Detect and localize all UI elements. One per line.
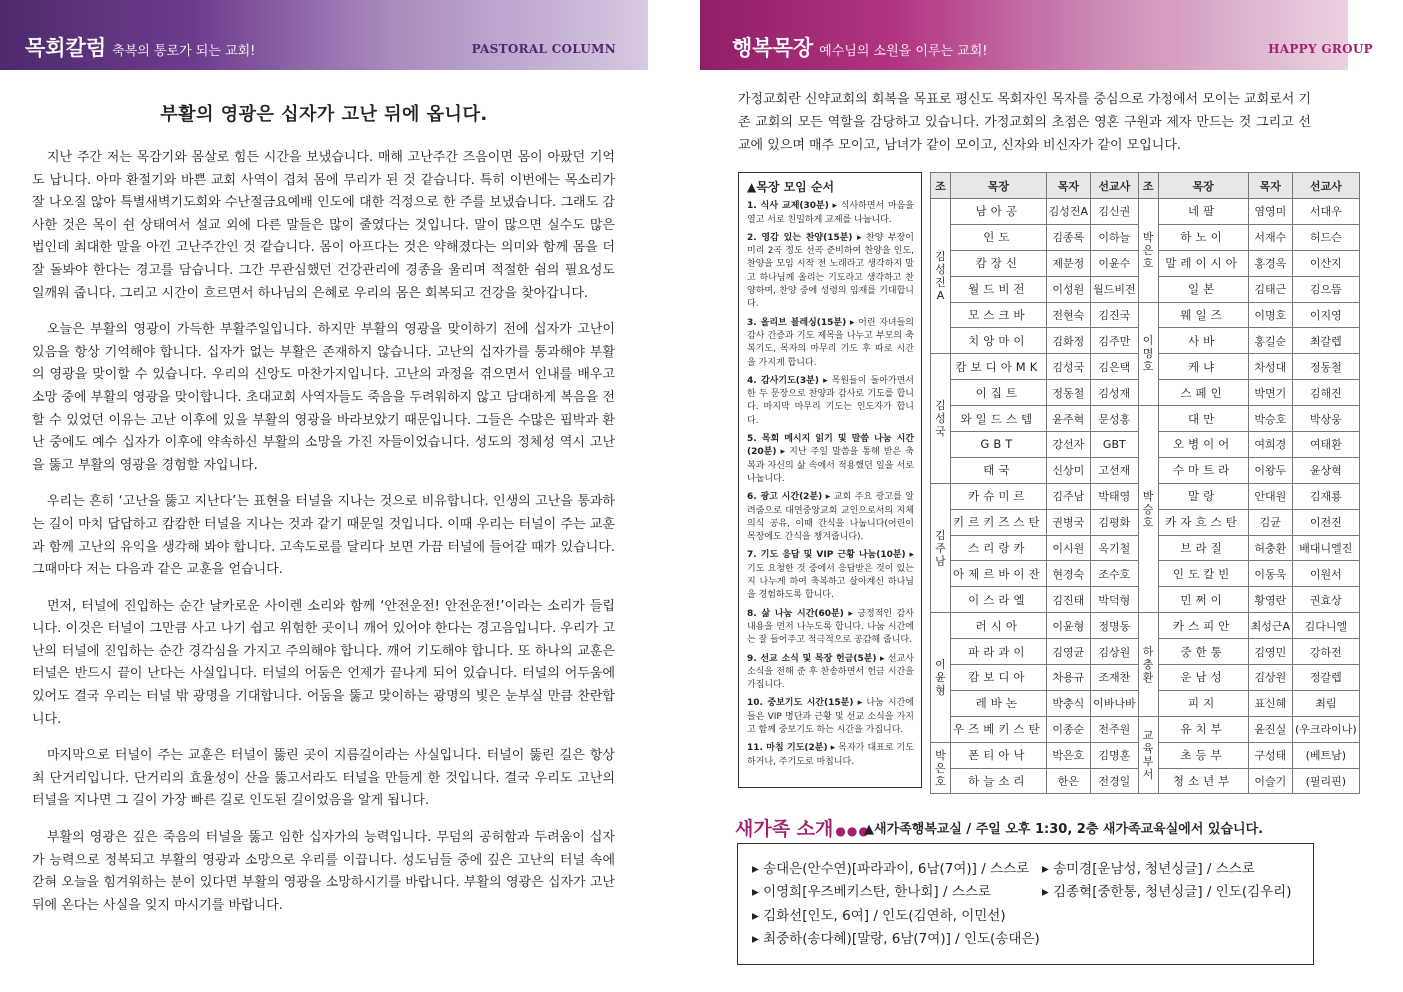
- mokja-cell: 박충식: [1046, 690, 1090, 716]
- column-header: 목자: [1248, 173, 1292, 199]
- mokjang-name-cell: 파라과이: [951, 639, 1047, 665]
- pastoral-column-page: [0, 0, 648, 992]
- mokjang-name-cell: 초등부: [1158, 742, 1248, 768]
- mokja-cell: 윤진실: [1248, 716, 1292, 742]
- mokjang-name-cell: 와일드스템: [951, 406, 1047, 432]
- missionary-cell: 조재찬: [1091, 665, 1139, 691]
- mokjang-name-cell: 운남성: [1158, 665, 1248, 691]
- header-english-label: PASTORAL COLUMN: [471, 42, 616, 56]
- mokja-cell: 차성대: [1248, 354, 1292, 380]
- mokjang-name-cell: 모스크바: [951, 302, 1047, 328]
- mokja-cell: 이명호: [1248, 302, 1292, 328]
- missionary-cell: 전주원: [1091, 716, 1139, 742]
- mokjang-name-cell: 태국: [951, 457, 1047, 483]
- group-leader-cell: 김 성 진 A: [931, 199, 951, 354]
- mokja-cell: 이성원: [1046, 276, 1090, 302]
- meeting-order-item: 9. 선교 소식 및 목장 헌금(5분) ▸ 선교사 소식을 전해 준 후 찬송하면서 헌금 시간을 가집니다.: [747, 653, 914, 691]
- missionary-cell: 이산지: [1292, 250, 1359, 276]
- mokja-cell: 윤주혁: [1046, 406, 1090, 432]
- missionary-cell: 박상웅: [1292, 406, 1359, 432]
- column-header: 목장: [951, 173, 1047, 199]
- column-header: 조: [1138, 173, 1158, 199]
- mokjang-name-cell: 인도: [951, 224, 1047, 250]
- group-leader-cell: 이 윤 형: [931, 613, 951, 742]
- meeting-order-item: 3. 올리브 블레싱(15분) ▸ 어린 자녀들의 감사 간증과 기도 제목을 나누고 부모의 축복기도, 목자의 마무리 기도 후 따로 시간을 가지게 합니다.: [747, 317, 914, 368]
- house-church-intro: 가정교회란 신약교회의 회복을 목표로 평신도 목회자인 목자를 중심으로 가정에서 모이는 교회로서 기존 교회의 모든 역할을 감당하고 있습니다. 가정교회의 초점은 영혼 구원과 제자 만드는 것 그리고 선교에 있으며 매주 모이고, 남녀가 같이 모이고, 신자와 비신자가 같이 모입니다.: [738, 92, 1311, 153]
- mokjang-name-cell: 하노이: [1158, 224, 1248, 250]
- article-paragraph: 오늘은 부활의 영광이 가득한 부활주일입니다. 하지만 부활의 영광을 맞이하기 전에 십자가 고난이 있음을 항상 기억해야 합니다. 십자가 없는 부활은 존재하지 않습니다. 고난의 십자가를 통과해야 부활의 영광을 맞이할 수 있습니다. 우리의 신앙도 마찬가지입니다. 고난의 과정을 겪으면서 인내를 배우고 소망 중에 부활의 영광을 맞이합니다. 초대교회 사역자들도 죽음을 두려워하지 않고 담대하게 복음을 전할 수 있었던 이유는 고난 이후에 있을 부활의 영광을 바라보았기 때문입니다. 그들은 수많은 핍박과 환난 중에도 예수 십자가 이후에 약속하신 부활의 소망을 가진 자들이었습니다. 성도의 정체성 역시 고난을 뚫고 부활의 영광을 경험할 자입니다.: [32, 322, 615, 473]
- table-row: [931, 716, 1360, 742]
- missionary-cell: 고선재: [1091, 457, 1139, 483]
- missionary-cell: (베트남): [1292, 742, 1359, 768]
- mokjang-name-cell: 레바논: [951, 690, 1047, 716]
- mokjang-name-cell: 브라질: [1158, 535, 1248, 561]
- mokja-cell: 허충환: [1248, 535, 1292, 561]
- mokja-cell: 염영미: [1248, 199, 1292, 225]
- article-body: [32, 147, 615, 931]
- meeting-order-item: 7. 기도 응답 및 VIP 근황 나눔(10분) ▸ 기도 요청한 것 중에서 응답받은 것이 있는지 나누게 하여 축복하고 살아계신 하나님을 경험하도록 합니다.: [747, 550, 914, 601]
- mokjang-name-cell: 캄보디아MK: [951, 354, 1047, 380]
- mokja-cell: 강선자: [1046, 432, 1090, 458]
- mokja-cell: 김영균: [1046, 639, 1090, 665]
- mokjang-name-cell: 피지: [1158, 690, 1248, 716]
- column-header: 선교사: [1292, 173, 1359, 199]
- mokjang-name-cell: 스리랑카: [951, 535, 1047, 561]
- mokja-cell: 김태근: [1248, 276, 1292, 302]
- mokjang-name-cell: 케냐: [1158, 354, 1248, 380]
- new-family-entry: ▸ 최중하(송다혜)[말랑, 6남(7여)] / 인도(송대은): [752, 931, 1040, 948]
- missionary-cell: 김진국: [1091, 302, 1139, 328]
- mokjang-name-cell: 이스라엘: [951, 587, 1047, 613]
- column-header: 목자: [1046, 173, 1090, 199]
- mokja-cell: 황영란: [1248, 587, 1292, 613]
- mokjang-name-cell: 폰티아낙: [951, 742, 1047, 768]
- mokjang-name-cell: 대만: [1158, 406, 1248, 432]
- group-leader-cell: 박 은 호: [931, 742, 951, 794]
- group-leader-cell: 김 성 국: [931, 354, 951, 483]
- mokjang-name-cell: 우즈베키스탄: [951, 716, 1047, 742]
- column-header: 조: [931, 173, 951, 199]
- mokja-cell: 김화정: [1046, 328, 1090, 354]
- mokja-cell: 권병국: [1046, 509, 1090, 535]
- mokjang-name-cell: 오병이어: [1158, 432, 1248, 458]
- column-header: 목장: [1158, 173, 1248, 199]
- missionary-cell: 윤상혁: [1292, 457, 1359, 483]
- mokjang-name-cell: 유치부: [1158, 716, 1248, 742]
- missionary-cell: 정동철: [1292, 354, 1359, 380]
- missionary-cell: 김해진: [1292, 380, 1359, 406]
- missionary-cell: 김으뜸: [1292, 276, 1359, 302]
- missionary-cell: 서대우: [1292, 199, 1359, 225]
- mokja-cell: 박은호: [1046, 742, 1090, 768]
- missionary-cell: 정갈렙: [1292, 665, 1359, 691]
- mokja-cell: 현경숙: [1046, 561, 1090, 587]
- new-family-entry: ▸ 송대은(안수연)[파라과이, 6남(7여)] / 스스로: [752, 861, 1030, 877]
- table-row: [931, 199, 1360, 225]
- missionary-cell: 강하전: [1292, 639, 1359, 665]
- group-leader-cell: 하 충 환: [1138, 613, 1158, 717]
- article-paragraph: 마지막으로 터널이 주는 교훈은 터널이 뚫린 곳이 지름길이라는 사실입니다. 터널이 뚫린 길은 항상 최 단거리입니다. 단거리의 효율성이 산을 뚫고서라도 터널을 만들게 한 것입니다. 결국 우리도 고난의 터널을 지나면 그 길이 가장 빠른 길로 인도된 길이었음을 알게 됩니다.: [32, 748, 615, 809]
- new-family-box: [737, 843, 1314, 965]
- meeting-order-item: 5. 목회 메시지 읽기 및 말씀 나눔 시간(20분) ▸ 지난 주일 말씀을 통해 받은 축복과 자신의 삶 속에서 적용했던 일을 서로 나눕니다.: [747, 434, 914, 484]
- new-family-class-note: ▲새가족행복교실 / 주일 오후 1:30, 2층 새가족교육실에서 있습니다.: [864, 822, 1264, 837]
- mokjang-name-cell: 치앙마이: [951, 328, 1047, 354]
- mokjang-name-cell: 말레이시아: [1158, 250, 1248, 276]
- mokja-cell: 여희경: [1248, 432, 1292, 458]
- missionary-cell: 김주만: [1091, 328, 1139, 354]
- mokja-cell: 김균: [1248, 509, 1292, 535]
- meeting-order-item: 2. 영감 있는 찬양(15분) ▸ 찬양 부장이 미리 2곡 정도 선곡 준비하여 찬양을 인도, 찬양을 모임 시작 전 노래라고 생각하지 말고 하나님께 올리는 기도라고 생각하고 찬양하며, 찬양 중에 성령의 임재를 기대합니다.: [747, 232, 914, 310]
- missionary-cell: 김신권: [1091, 199, 1139, 225]
- mokjang-name-cell: 하늘소리: [951, 768, 1047, 794]
- mokjang-name-cell: 러시아: [951, 613, 1047, 639]
- group-leader-cell: 교 육 부 서: [1138, 716, 1158, 794]
- mokjang-name-cell: 캄장신: [951, 250, 1047, 276]
- mokja-cell: 안대원: [1248, 483, 1292, 509]
- article-paragraph: 지난 주간 저는 목감기와 몸살로 힘든 시간을 보냈습니다. 매해 고난주간 즈음이면 몸이 아팠던 기억도 납니다. 아마 환절기와 바쁜 교회 사역이 겹쳐 몸에 무리가 된 것 같습니다. 특히 이번에는 목소리가 잘 나오질 않아 특별새벽기도회와 수난절금요예배 인도에 대한 걱정으로 한 주를 보냈습니다. 그래도 감사한 것은 목이 쉰 상태여서 설교 외에 다른 말들은 많이 줄였다는 것입니다. 말이 많으면 실수도 많은 법인데 최대한 말을 아낀 고난주간인 것 같습니다. 몸이 아프다는 것은 약해졌다는 의미와 함께 몸을 더 잘 돌봐야 한다는 경고를 담습니다. 그간 무관심했던 건강관리에 경종을 울리며 적절한 쉼의 필요성도 일깨워 줍니다. 그리고 시간이 흐르면서 하나님의 은혜로 우리의 몸은 회복되고 건강을 찾아갑니다.: [32, 150, 615, 301]
- mokja-cell: 이슬기: [1248, 768, 1292, 794]
- missionary-cell: 정명동: [1091, 613, 1139, 639]
- missionary-cell: 문성홍: [1091, 406, 1139, 432]
- missionary-cell: 이바나바: [1091, 690, 1139, 716]
- article-title: 부활의 영광은 십자가 고난 뒤에 옵니다.: [160, 104, 488, 125]
- missionary-cell: 최림: [1292, 690, 1359, 716]
- mokjang-name-cell: 스페인: [1158, 380, 1248, 406]
- new-family-entry: ▸ 이영희[우즈베키스탄, 한나회] / 스스로: [752, 884, 991, 901]
- header-title: 행복목장 예수님의 소원을 이루는 교회!: [732, 36, 988, 60]
- mokja-cell: 제분정: [1046, 250, 1090, 276]
- new-family-entry: ▸ 송미경[운남성, 청년싱글] / 스스로: [1042, 861, 1255, 877]
- table-row: [931, 613, 1360, 639]
- missionary-cell: 김다니엘: [1292, 613, 1359, 639]
- mokjang-name-cell: 민쩌이: [1158, 587, 1248, 613]
- mokja-cell: 김성국: [1046, 354, 1090, 380]
- group-header: [700, 0, 1403, 70]
- missionary-cell: 허드슨: [1292, 224, 1359, 250]
- mokja-cell: 한은: [1046, 768, 1090, 794]
- mokja-cell: 홍경옥: [1248, 250, 1292, 276]
- mokja-cell: 정동철: [1046, 380, 1090, 406]
- column-header: 선교사: [1091, 173, 1139, 199]
- missionary-cell: 박태영: [1091, 483, 1139, 509]
- group-leader-cell: 이 명 호: [1138, 302, 1158, 406]
- meeting-order-item: 4. 감사기도(3분) ▸ 목원들이 돌아가면서 한 두 문장으로 찬양과 감사로 기도를 합니다. 마지막 마무리 기도는 인도자가 합니다.: [747, 375, 914, 426]
- mokja-cell: 김주남: [1046, 483, 1090, 509]
- mokjang-name-cell: 월드비전: [951, 276, 1047, 302]
- missionary-cell: GBT: [1091, 432, 1139, 458]
- missionary-cell: 김평화: [1091, 509, 1139, 535]
- missionary-cell: 옥기철: [1091, 535, 1139, 561]
- article-paragraph: 부활의 영광은 깊은 죽음의 터널을 뚫고 임한 십자가의 능력입니다. 무덤의 공허함과 두려움이 십자가 능력으로 정복되고 부활의 영광과 소망으로 우리를 이끕니다. 성도님들 중에 깊은 고난의 터널 속에 갇혀 오늘을 힘겨워하는 분이 있다면 부활의 영광을 소망하시기를 바랍니다. 부활의 영광은 십자가 고난 뒤에 온다는 사실을 잊지 마시기를 바랍니다.: [32, 830, 615, 913]
- mokjang-name-cell: 남아공: [951, 199, 1047, 225]
- missionary-cell: 여태환: [1292, 432, 1359, 458]
- mokja-cell: 이시원: [1046, 535, 1090, 561]
- meeting-order-box: [738, 172, 922, 788]
- mokja-cell: 표신혜: [1248, 690, 1292, 716]
- missionary-cell: 박덕형: [1091, 587, 1139, 613]
- mokjang-name-cell: GBT: [951, 432, 1047, 458]
- header-subtitle: 예수님의 소원을 이루는 교회!: [819, 44, 988, 59]
- mokja-cell: 구성태: [1248, 742, 1292, 768]
- mokja-cell: 전현숙: [1046, 302, 1090, 328]
- mokjang-name-cell: 카자흐스탄: [1158, 509, 1248, 535]
- mokjang-name-cell: 이집트: [951, 380, 1047, 406]
- missionary-cell: 김성재: [1091, 380, 1139, 406]
- mokjang-name-cell: 수마트라: [1158, 457, 1248, 483]
- meeting-order-item: 8. 삶 나눔 시간(60분) ▸ 긍정적인 감사 내용을 먼저 나누도록 합니다. 나눔 시간에는 잘 들어주고 적극적으로 공감해 줍니다.: [747, 608, 914, 646]
- mokja-cell: 박면기: [1248, 380, 1292, 406]
- mokja-cell: 이윤형: [1046, 613, 1090, 639]
- mokjang-name-cell: 청소년부: [1158, 768, 1248, 794]
- missionary-cell: 최갈렙: [1292, 328, 1359, 354]
- mokja-cell: 최성근A: [1248, 613, 1292, 639]
- mokjang-name-cell: 키르키즈스탄: [951, 509, 1047, 535]
- table-header-row: [931, 173, 1360, 199]
- mokjang-name-cell: 카슈미르: [951, 483, 1047, 509]
- missionary-cell: 전경일: [1091, 768, 1139, 794]
- missionary-cell: 김명훈: [1091, 742, 1139, 768]
- meeting-order-item: 1. 식사 교제(30분) ▸ 식사하면서 마음을 열고 서로 친밀하게 교제를 나눕니다.: [747, 201, 914, 225]
- missionary-cell: 조수호: [1091, 561, 1139, 587]
- group-leader-cell: 박 승 호: [1138, 406, 1158, 613]
- mokja-cell: 홍길순: [1248, 328, 1292, 354]
- new-family-title: 새가족 소개 ●●●: [735, 818, 870, 840]
- mokja-cell: 박승호: [1248, 406, 1292, 432]
- missionary-cell: 이윤수: [1091, 250, 1139, 276]
- article-paragraph: 우리는 흔히 ‘고난을 뚫고 지난다’는 표현을 터널을 지나는 것으로 비유합니다. 인생의 고난을 통과하는 길이 마치 답답하고 캄캄한 터널을 지나는 것과 같기 때문일 것입니다. 이때 우리는 터널이 주는 교훈과 함께 고난의 유익을 생각해 봐야 합니다. 고속도로를 달리다 보면 가끔 터널에 들어갈 때가 있습니다. 그때마다 저는 다음과 같은 교훈을 얻습니다.: [32, 494, 615, 578]
- group-table: [930, 172, 1360, 794]
- mokja-cell: 김성진A: [1046, 199, 1090, 225]
- mokjang-name-cell: 말랑: [1158, 483, 1248, 509]
- mokjang-name-cell: 중한통: [1158, 639, 1248, 665]
- mokja-cell: 차용규: [1046, 665, 1090, 691]
- mokjang-name-cell: 사바: [1158, 328, 1248, 354]
- meeting-order-title: ▲목장 모임 순서: [747, 180, 835, 194]
- missionary-cell: 김은택: [1091, 354, 1139, 380]
- mokja-cell: 김진태: [1046, 587, 1090, 613]
- mokja-cell: 김종록: [1046, 224, 1090, 250]
- meeting-order-item: 10. 중보기도 시간(15분) ▸ 나눔 시간에 들은 VIP 명단과 근황 및 선교 소식을 가지고 함께 중보기도 하는 시간을 가집니다.: [747, 698, 914, 735]
- mokja-cell: 김상원: [1248, 665, 1292, 691]
- header-subtitle: 축복의 통로가 되는 교회!: [112, 44, 256, 59]
- missionary-cell: 이원서: [1292, 561, 1359, 587]
- meeting-order-list: [747, 200, 914, 769]
- missionary-cell: 이전진: [1292, 509, 1359, 535]
- mokja-cell: 이왕두: [1248, 457, 1292, 483]
- group-leader-cell: 박 은 호: [1138, 199, 1158, 303]
- group-leader-cell: 김 주 남: [931, 483, 951, 612]
- mokjang-name-cell: 네팔: [1158, 199, 1248, 225]
- header-title: 목회칼럼 축복의 통로가 되는 교회!: [25, 36, 256, 60]
- mokjang-name-cell: 카스피안: [1158, 613, 1248, 639]
- mokjang-name-cell: 인도칼빈: [1158, 561, 1248, 587]
- mokjang-name-cell: 아제르바이잔: [951, 561, 1047, 587]
- missionary-cell: 권효상: [1292, 587, 1359, 613]
- mokja-cell: 이종순: [1046, 716, 1090, 742]
- article-paragraph: 먼저, 터널에 진입하는 순간 날카로운 사이렌 소리와 함께 ‘안전운전! 안전운전!’이라는 소리가 들립니다. 이것은 터널이 그만큼 사고 나기 쉽고 위험한 곳이니 깨어 있어야 한다는 경고음입니다. 우리가 고난의 터널에 진입하는 순간 경각심을 가지고 주의해야 합니다. 깨어 기도해야 합니다. 또 하나의 교훈은 터널은 반드시 끝이 난다는 사실입니다. 터널의 어둠은 언제가 끝나게 되어 있습니다. 터널의 어두움에 있어도 결국 우리는 터널 밖 광명을 기대합니다. 어둠을 뚫고 맞이하는 광명의 빛은 눈부실 만큼 찬란합니다.: [32, 598, 615, 727]
- title-dots: ●●●: [835, 824, 870, 838]
- missionary-cell: 월드비전: [1091, 276, 1139, 302]
- missionary-cell: 김상원: [1091, 639, 1139, 665]
- meeting-order-item: 6. 광고 시간(2분) ▸ 교회 주요 광고를 알려줌으로 대연중앙교회 교인으로서의 지체 의식 공유, 이때 간식을 나눕니다(어린이 목장에도 간식을 챙겨줍니다).: [747, 492, 914, 543]
- missionary-cell: (필리핀): [1292, 768, 1359, 794]
- missionary-cell: 이지영: [1292, 302, 1359, 328]
- missionary-cell: 김재룡: [1292, 483, 1359, 509]
- column-header: [0, 0, 648, 70]
- missionary-cell: 이하늘: [1091, 224, 1139, 250]
- mokjang-name-cell: 캄보디아: [951, 665, 1047, 691]
- meeting-order-item: 11. 마침 기도(2분) ▸ 목자가 대표로 기도하거나, 주기도로 마칩니다.: [747, 743, 914, 767]
- mokjang-name-cell: 일본: [1158, 276, 1248, 302]
- mokja-cell: 이동욱: [1248, 561, 1292, 587]
- missionary-cell: (우크라이나): [1292, 716, 1359, 742]
- header-english-label: HAPPY GROUP: [1268, 42, 1373, 56]
- table-row: [931, 406, 1360, 432]
- missionary-cell: 배대니엘진: [1292, 535, 1359, 561]
- mokja-cell: 서재수: [1248, 224, 1292, 250]
- table-row: [931, 302, 1360, 328]
- mokjang-name-cell: 웨일즈: [1158, 302, 1248, 328]
- new-family-entry: ▸ 김종혁[중한통, 청년싱글] / 인도(김우리): [1042, 884, 1292, 901]
- new-family-entry: ▸ 김화선[인도, 6여] / 인도(김연하, 이민선): [752, 907, 1006, 924]
- mokja-cell: 신상미: [1046, 457, 1090, 483]
- mokja-cell: 김영민: [1248, 639, 1292, 665]
